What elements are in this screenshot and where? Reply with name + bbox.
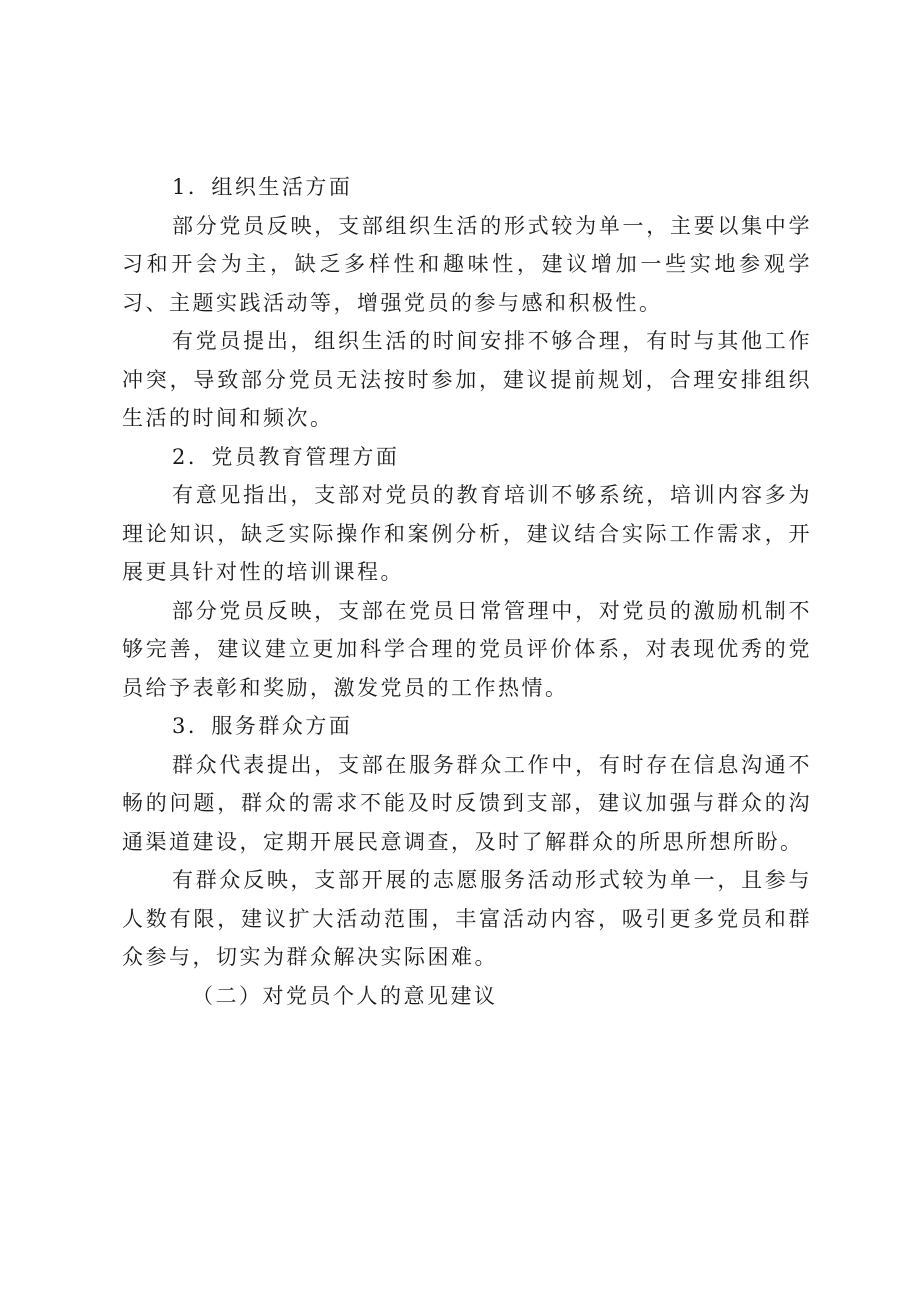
section-heading: 1．组织生活方面 [172,175,353,199]
section-heading: 3．服务群众方面 [172,714,353,738]
paragraph: 群众代表提出，支部在服务群众工作中，有时存在信息沟通不畅的问题，群众的需求不能及时反馈到支部，建议加强与群众的沟通渠道建设，定期开展民意调查，及时了解群众的所思所想所盼。 [122,752,812,854]
section-heading: 2．党员教育管理方面 [172,444,400,469]
paragraph: 有党员提出，组织生活的时间安排不够合理，有时与其他工作冲突，导致部分党员无法按时参加，建议提前规划，合理安排组织生活的时间和频次。 [122,329,812,430]
paragraph: 有群众反映，支部开展的志愿服务活动形式较为单一，且参与人数有限，建议扩大活动范围，丰富活动内容，吸引更多党员和群众参与，切实为群众解决实际困难。 [122,868,812,969]
document-body [122,168,812,1015]
paragraph: 部分党员反映，支部组织生活的形式较为单一，主要以集中学习和开会为主，缺乏多样性和趣味性，建议增加一些实地参观学习、主题实践活动等，增强党员的参与感和积极性。 [122,213,812,315]
paragraph: 部分党员反映，支部在党员日常管理中，对党员的激励机制不够完善，建议建立更加科学合理的党员评价体系，对表现优秀的党员给予表彰和奖励，激发党员的工作热情。 [122,598,812,700]
subsection-title: （二）对党员个人的意见建议 [192,983,498,1008]
paragraph: 有意见指出，支部对党员的教育培训不够系统，培训内容多为理论知识，缺乏实际操作和案例分析，建议结合实际工作需求，开展更具针对性的培训课程。 [122,483,812,584]
